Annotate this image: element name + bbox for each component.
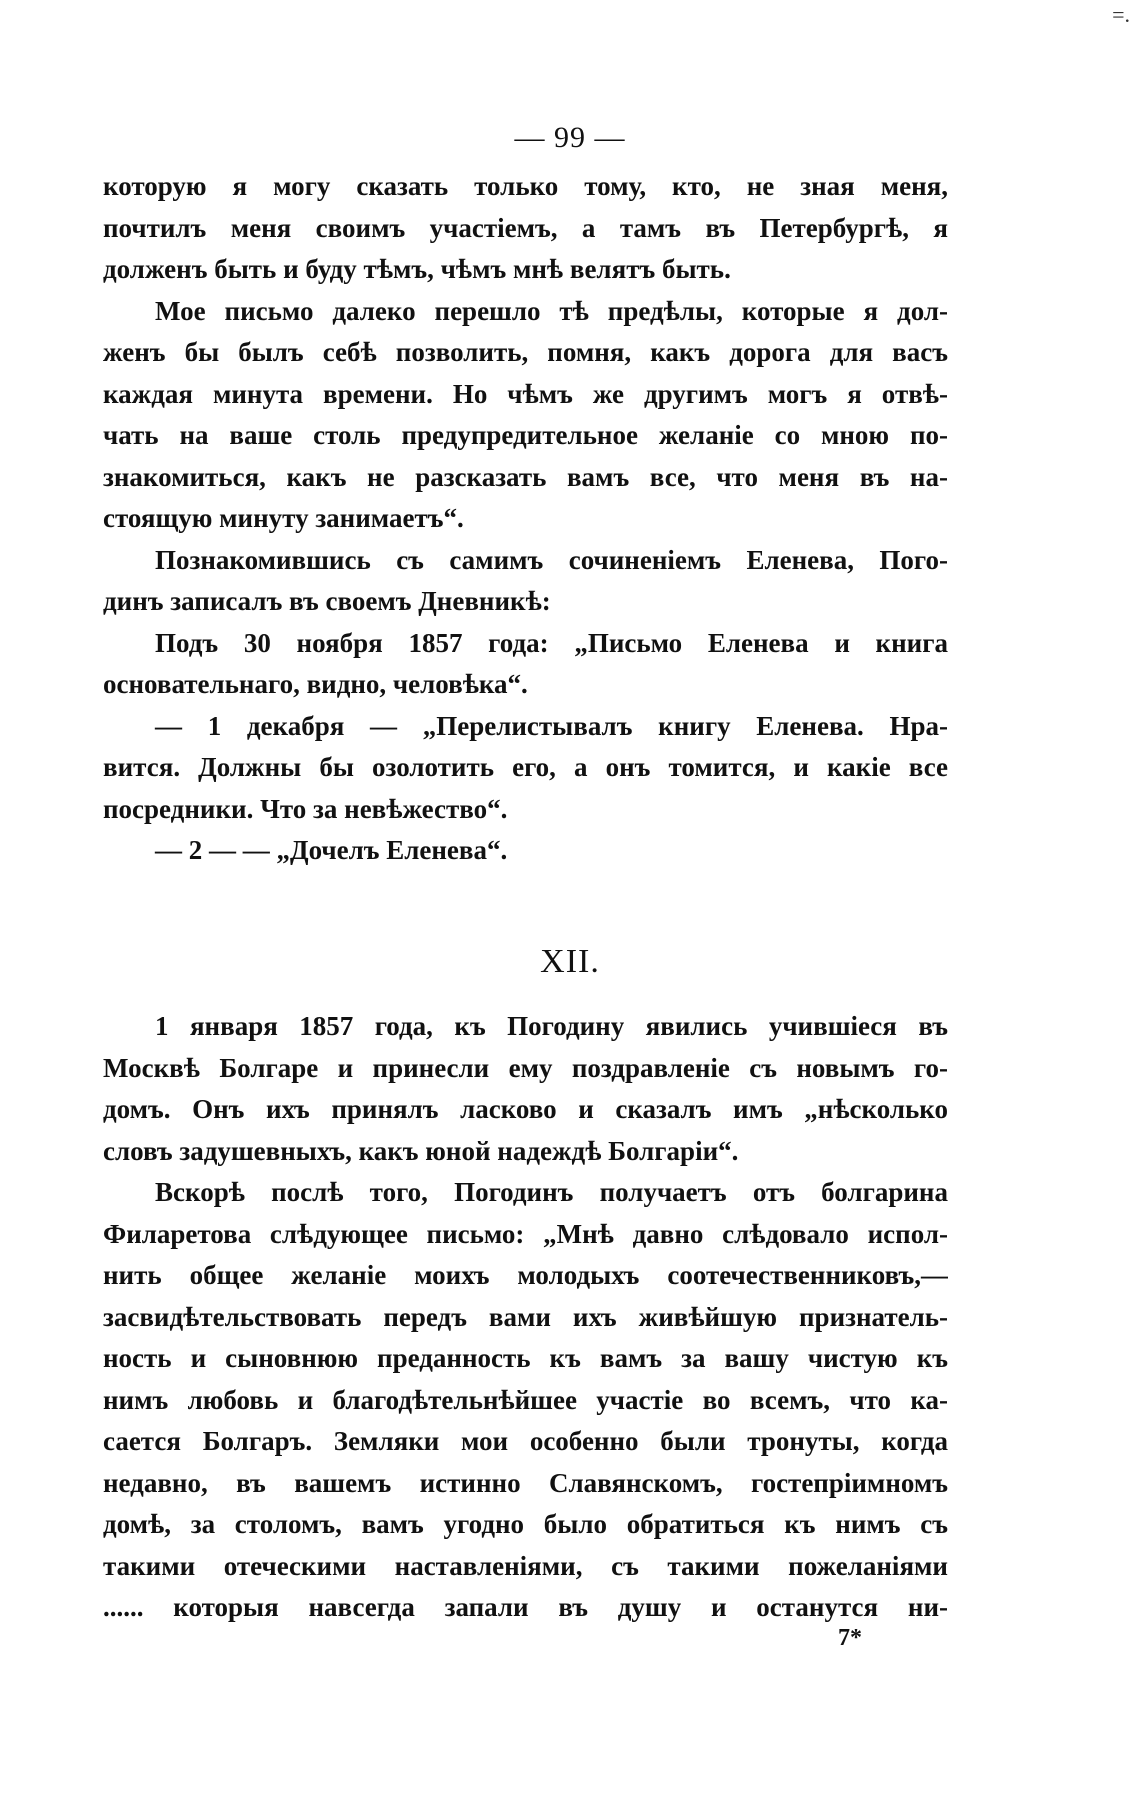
text-line: засвидѣтельствовать передъ вами ихъ живѣйшую признатель- <box>103 1301 948 1332</box>
text-line: сается Болгаръ. Земляки мои особенно были тронуты, когда <box>103 1426 948 1456</box>
section-1-text <box>103 166 948 872</box>
text-line: словъ задушевныхъ, какъ юной надеждѣ Болгаріи“. <box>103 1135 739 1166</box>
text-line: вится. Должны бы озолотить его, а онъ томится, и какіе все <box>103 752 948 782</box>
text-line: 1 января 1857 года, къ Погодину явились учившіеся въ <box>155 1011 948 1041</box>
text-line: ность и сыновнюю преданность къ вамъ за вашу чистую къ <box>103 1343 948 1373</box>
text-line: недавно, въ вашемъ истинно Славянскомъ, гостепріимномъ <box>103 1467 948 1498</box>
text-line: основательнаго, видно, человѣка“. <box>103 669 528 699</box>
text-line: нимъ любовь и благодѣтельнѣйшее участіе во всемъ, что ка- <box>103 1384 948 1415</box>
text-line: домъ. Онъ ихъ принялъ ласково и сказалъ имъ „нѣсколько <box>103 1094 948 1124</box>
text-line: динъ записалъ въ своемъ Дневникѣ: <box>103 586 551 616</box>
text-line: Москвѣ Болгаре и принесли ему поздравленіе съ новымъ го- <box>103 1052 948 1083</box>
signature-mark: 7* <box>838 1625 862 1651</box>
text-line: — 1 декабря — „Перелистывалъ книгу Еленева. Нра- <box>155 710 948 741</box>
text-line: Подъ 30 ноября 1857 года: „Письмо Еленева и книга <box>155 627 948 658</box>
text-line: домѣ, за столомъ, вамъ угодно было обратиться къ нимъ съ <box>103 1509 948 1539</box>
page-number: — 99 — <box>514 121 626 154</box>
text-line: ...... которыя навсегда запали въ душу и останутся ни- <box>103 1592 948 1622</box>
section-2-text <box>103 1006 948 1629</box>
text-line: женъ бы былъ себѣ позволить, помня, какъ дорога для васъ <box>103 337 948 367</box>
chapter-heading: XII. <box>540 943 600 980</box>
text-line: Филаретова слѣдующее письмо: „Мнѣ давно слѣдовало испол- <box>103 1218 948 1249</box>
text-line: нить общее желаніе моихъ молодыхъ соотечественниковъ,— <box>103 1260 948 1290</box>
corner-mark: =. <box>1112 2 1130 27</box>
text-line: такими отеческими наставленіями, съ такими пожеланіями <box>103 1550 948 1581</box>
text-line: стоящую минуту занимаетъ“. <box>103 503 464 533</box>
text-line: чать на ваше столь предупредительное желаніе со мною по- <box>103 420 948 450</box>
text-line: Вскорѣ послѣ того, Погодинъ получаетъ отъ болгарина <box>155 1177 948 1207</box>
text-line: знакомиться, какъ не разсказать вамъ все, что меня въ на- <box>103 461 948 492</box>
text-line: — 2 — — „Дочелъ Еленева“. <box>155 835 508 865</box>
text-line: каждая минута времени. Но чѣмъ же другимъ могъ я отвѣ- <box>103 378 948 409</box>
text-line: Познакомившись съ самимъ сочиненіемъ Еленева, Пого- <box>155 544 948 575</box>
text-line: Мое письмо далеко перешло тѣ предѣлы, которые я дол- <box>155 295 948 326</box>
text-line: почтилъ меня своимъ участіемъ, а тамъ въ Петербургѣ, я <box>103 212 948 243</box>
text-line: посредники. Что за невѣжество“. <box>103 793 508 824</box>
text-line: долженъ быть и буду тѣмъ, чѣмъ мнѣ велятъ быть. <box>103 254 731 284</box>
text-line: которую я могу сказать только тому, кто, не зная меня, <box>103 171 948 201</box>
